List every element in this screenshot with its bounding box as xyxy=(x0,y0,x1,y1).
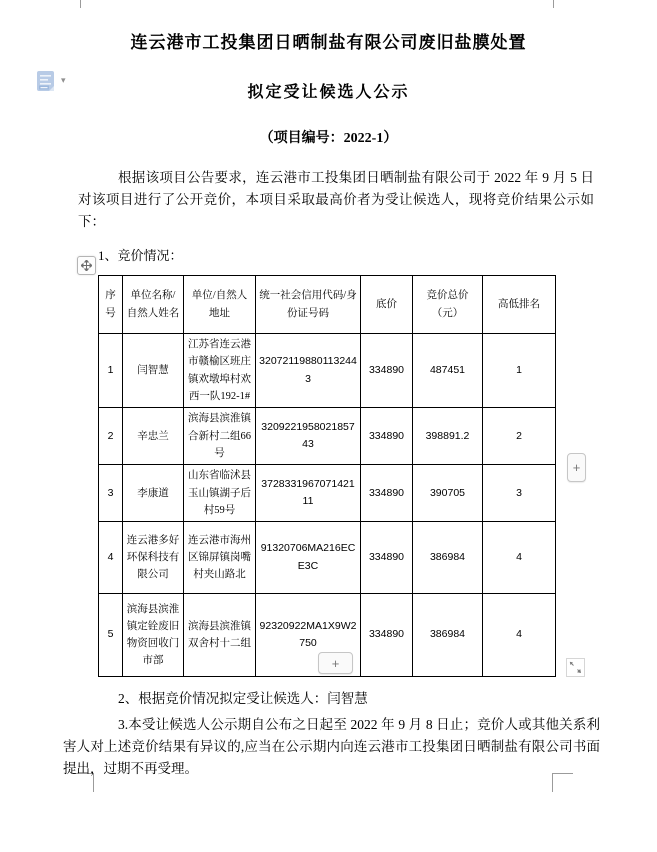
table-cell: 386984 xyxy=(413,594,483,677)
crop-mark-top-right xyxy=(553,0,554,8)
table-cell: 334890 xyxy=(361,334,413,408)
table-cell: 334890 xyxy=(361,465,413,522)
table-row xyxy=(99,334,556,408)
table-cell: 闫智慧 xyxy=(123,334,184,408)
table-row xyxy=(99,522,556,594)
table-cell: 滨海县滨淮镇合新村二组66号 xyxy=(184,408,256,465)
table-cell: 398891.2 xyxy=(413,408,483,465)
table-row xyxy=(99,408,556,465)
table-cell: 连云港多好环保科技有限公司 xyxy=(123,522,184,594)
table-cell: 3 xyxy=(99,465,123,522)
table-cell: 辛忠兰 xyxy=(123,408,184,465)
table-move-handle[interactable] xyxy=(77,256,96,275)
table-cell: 334890 xyxy=(361,408,413,465)
table-cell: 320922195802185743 xyxy=(256,408,361,465)
intro-paragraph: 根据该项目公告要求，连云港市工投集团日晒制盐有限公司于 2022 年 9 月 5 日对该项目进行了公开竞价，本项目采取最高价者为受让候选人，现将竞价结果公示如下： xyxy=(78,170,594,229)
table-header-row xyxy=(99,276,556,334)
doc-title-line1: 连云港市工投集团日晒制盐有限公司废旧盐膜处置 xyxy=(130,33,527,52)
dropdown-arrow-icon[interactable]: ▾ xyxy=(61,75,66,86)
table-cell: 1 xyxy=(483,334,556,408)
resize-diagonal-icon xyxy=(569,661,582,674)
column-header: 竞价总价（元） xyxy=(413,276,483,334)
table-cell: 4 xyxy=(99,522,123,594)
table-cell: 滨海县滨淮镇定铨废旧物资回收门市部 xyxy=(123,594,184,677)
insert-column-button[interactable] xyxy=(567,453,586,482)
table-cell: 连云港市海州区锦屏镇岗嘴村夹山路北 xyxy=(184,522,256,594)
column-header: 底价 xyxy=(361,276,413,334)
table-cell: 5 xyxy=(99,594,123,677)
table-cell: 4 xyxy=(483,594,556,677)
column-header: 单位/自然人地址 xyxy=(184,276,256,334)
table-row xyxy=(99,465,556,522)
table-cell: 487451 xyxy=(413,334,483,408)
table-cell: 李康道 xyxy=(123,465,184,522)
column-header: 序号 xyxy=(99,276,123,334)
table-cell: 390705 xyxy=(413,465,483,522)
table-cell: 386984 xyxy=(413,522,483,594)
table-cell: 4 xyxy=(483,522,556,594)
table-cell: 320721198801132443 xyxy=(256,334,361,408)
table-cell: 山东省临沭县玉山镇湖子后村59号 xyxy=(184,465,256,522)
table-cell: 1 xyxy=(99,334,123,408)
crop-mark-top-left xyxy=(80,0,81,8)
column-header: 高低排名 xyxy=(483,276,556,334)
table-cell: 334890 xyxy=(361,594,413,677)
table-resize-handle[interactable] xyxy=(566,658,585,677)
plus-icon: + xyxy=(331,655,340,671)
table-cell: 2 xyxy=(99,408,123,465)
table-cell: 92320922MA1X9W2750 xyxy=(256,594,361,677)
plus-icon: + xyxy=(572,460,581,475)
table-cell: 江苏省连云港市赣榆区班庄镇欢墩埠村欢西一队192-1# xyxy=(184,334,256,408)
insert-row-button[interactable] xyxy=(318,652,353,674)
table-cell: 2 xyxy=(483,408,556,465)
table-cell: 3 xyxy=(483,465,556,522)
section-1-heading: 1、竞价情况： xyxy=(98,248,183,263)
table-cell: 372833196707142111 xyxy=(256,465,361,522)
column-header: 统一社会信用代码/身份证号码 xyxy=(256,276,361,334)
project-number: （项目编号：2022-1） xyxy=(259,131,398,146)
column-header: 单位名称/自然人姓名 xyxy=(123,276,184,334)
bid-table xyxy=(98,275,556,677)
paragraph-2: 2、根据竞价情况拟定受让候选人：闫智慧 xyxy=(118,691,368,706)
table-cell: 334890 xyxy=(361,522,413,594)
table-cell: 91320706MA216ECE3C xyxy=(256,522,361,594)
doc-title-line2: 拟定受让候选人公示 xyxy=(247,84,410,101)
table-move-icon xyxy=(81,260,92,271)
table-cell: 滨海县滨淮镇双舍村十二组 xyxy=(184,594,256,677)
paragraph-3: 3.本受让候选人公示期自公布之日起至 2022 年 9 月 8 日止；竞价人或其他关系利害人对上述竞价结果有异议的,应当在公示期内向连云港市工投集团日晒制盐有限公司书面提出，过期不再受理。 xyxy=(63,717,600,776)
